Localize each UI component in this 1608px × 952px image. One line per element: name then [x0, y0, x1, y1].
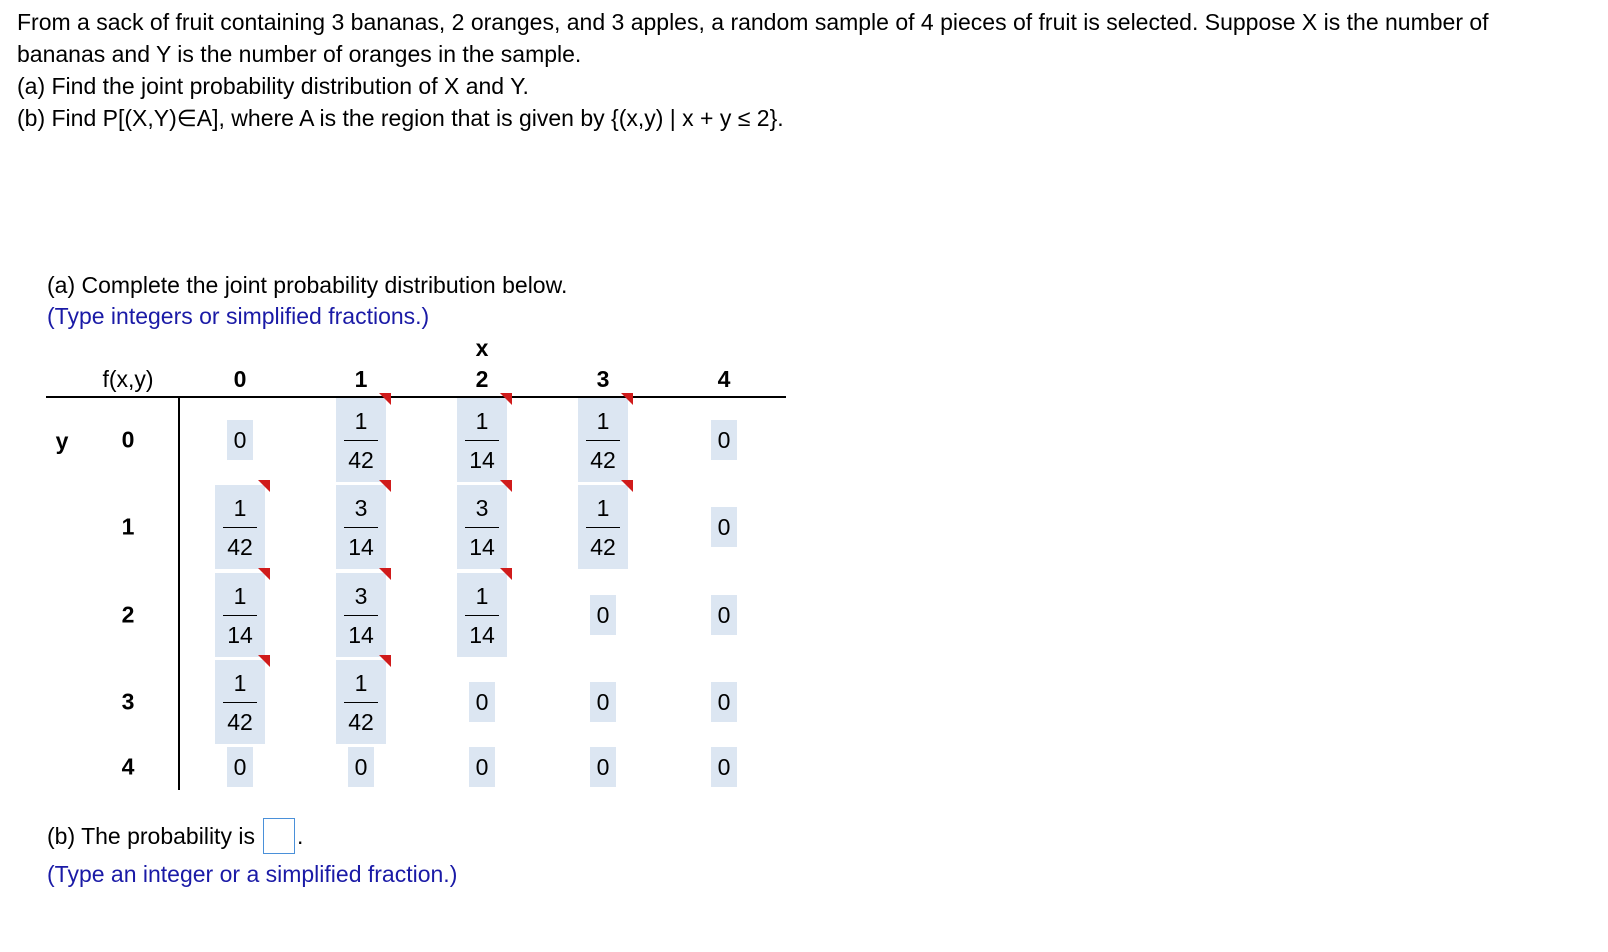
fraction-bar: [465, 527, 499, 528]
fraction-denominator: 42: [227, 533, 253, 560]
fraction-numerator: 1: [354, 407, 368, 434]
cell-value: 0: [475, 688, 489, 715]
part-a-hint: (Type integers or simplified fractions.): [47, 303, 430, 329]
table-cell: [336, 485, 386, 569]
integer-answer-field[interactable]: [227, 420, 253, 460]
table-cell: [578, 485, 628, 569]
fraction-numerator: 1: [475, 407, 489, 434]
fraction-denominator: 14: [227, 621, 253, 648]
table-cell: [590, 682, 616, 722]
fxy-label: f(x,y): [102, 366, 154, 392]
question-statement: From a sack of fruit containing 3 bananas, 2 oranges, and 3 apples, a random sample of 4 pieces of fruit is selected. Suppose X is the number of bananas and Y is the number of oranges in the sample.: [17, 9, 1489, 67]
fraction-numerator: 1: [233, 494, 247, 521]
y-value-header: 3: [121, 688, 135, 715]
fraction-numerator: 1: [596, 494, 610, 521]
answer-flag-icon: [379, 480, 391, 492]
table-cell: [215, 573, 265, 657]
table-cell: [215, 660, 265, 744]
table-cell: [469, 747, 495, 787]
fraction-numerator: 3: [475, 494, 489, 521]
answer-flag-icon: [621, 480, 633, 492]
table-cell: [711, 595, 737, 635]
integer-answer-field[interactable]: [711, 507, 737, 547]
fraction-denominator: 42: [348, 708, 374, 735]
x-value-header: 0: [233, 366, 247, 392]
table-cell: [227, 747, 253, 787]
x-axis-label: x: [475, 335, 489, 361]
table-cell: [227, 420, 253, 460]
table-cell: [711, 682, 737, 722]
fraction-answer-field[interactable]: [457, 573, 507, 657]
fraction-answer-field[interactable]: [336, 573, 386, 657]
integer-answer-field[interactable]: [711, 682, 737, 722]
integer-answer-field[interactable]: [590, 747, 616, 787]
answer-flag-icon: [258, 568, 270, 580]
x-value-header: 3: [596, 366, 610, 392]
fraction-bar: [344, 615, 378, 616]
integer-answer-field[interactable]: [590, 595, 616, 635]
cell-value: 0: [717, 601, 731, 628]
fraction-bar: [465, 440, 499, 441]
cell-value: 0: [717, 688, 731, 715]
answer-flag-icon: [258, 480, 270, 492]
cell-value: 0: [354, 753, 368, 780]
x-value-header: 2: [475, 366, 489, 392]
y-axis-label: y: [55, 428, 69, 454]
integer-answer-field[interactable]: [469, 682, 495, 722]
answer-flag-icon: [500, 568, 512, 580]
fraction-bar: [223, 615, 257, 616]
fraction-numerator: 3: [354, 582, 368, 609]
y-value-header: 1: [121, 513, 135, 540]
fraction-bar: [223, 702, 257, 703]
fraction-denominator: 14: [469, 533, 495, 560]
fraction-numerator: 1: [354, 669, 368, 696]
cell-value: 0: [717, 753, 731, 780]
cell-value: 0: [717, 426, 731, 453]
question-part-b: (b) Find P[(X,Y)∈A], where A is the region that is given by {(x,y) | x + y ≤ 2}.: [17, 105, 784, 131]
answer-flag-icon: [621, 393, 633, 405]
cell-value: 0: [596, 688, 610, 715]
fraction-bar: [586, 527, 620, 528]
x-value-header: 4: [717, 366, 731, 392]
part-b-period: .: [296, 823, 304, 849]
answer-flag-icon: [500, 480, 512, 492]
fraction-answer-field[interactable]: [336, 485, 386, 569]
fraction-answer-field[interactable]: [336, 398, 386, 482]
row-header-divider: [178, 397, 180, 790]
table-cell: [457, 573, 507, 657]
answer-flag-icon: [379, 393, 391, 405]
table-cell: [348, 747, 374, 787]
cell-value: 0: [596, 753, 610, 780]
fraction-answer-field[interactable]: [336, 660, 386, 744]
fraction-numerator: 1: [475, 582, 489, 609]
fraction-bar: [344, 702, 378, 703]
table-cell: [711, 420, 737, 460]
answer-flag-icon: [379, 655, 391, 667]
x-value-header: 1: [354, 366, 368, 392]
header-divider: [46, 396, 786, 398]
fraction-numerator: 1: [233, 582, 247, 609]
fraction-answer-field[interactable]: [578, 485, 628, 569]
fraction-denominator: 14: [469, 446, 495, 473]
fraction-numerator: 1: [596, 407, 610, 434]
fraction-denominator: 42: [348, 446, 374, 473]
fraction-denominator: 42: [227, 708, 253, 735]
table-cell: [457, 398, 507, 482]
part-b-section: [47, 817, 457, 893]
fraction-bar: [465, 615, 499, 616]
table-cell: [469, 682, 495, 722]
integer-answer-field[interactable]: [348, 747, 374, 787]
part-b-prompt: (b) The probability is: [47, 823, 255, 849]
fraction-answer-field[interactable]: [457, 485, 507, 569]
fraction-denominator: 14: [469, 621, 495, 648]
fraction-denominator: 42: [590, 533, 616, 560]
table-cell: [336, 398, 386, 482]
integer-answer-field[interactable]: [711, 747, 737, 787]
fraction-denominator: 14: [348, 621, 374, 648]
fraction-bar: [344, 527, 378, 528]
question-text: [17, 6, 1577, 134]
integer-answer-field[interactable]: [590, 682, 616, 722]
table-cell: [711, 747, 737, 787]
fraction-denominator: 14: [348, 533, 374, 560]
y-value-header: 0: [121, 426, 135, 453]
integer-answer-field[interactable]: [711, 595, 737, 635]
cell-value: 0: [233, 426, 247, 453]
part-b-hint: (Type an integer or a simplified fraction.): [47, 861, 458, 887]
answer-flag-icon: [379, 568, 391, 580]
table-cell: [711, 507, 737, 547]
integer-answer-field[interactable]: [711, 420, 737, 460]
answer-flag-icon: [258, 655, 270, 667]
fraction-answer-field[interactable]: [578, 398, 628, 482]
fraction-numerator: 3: [354, 494, 368, 521]
fraction-numerator: 1: [233, 669, 247, 696]
y-value-header: 4: [121, 753, 135, 780]
part-a-instructions: [47, 270, 567, 332]
table-cell: [336, 573, 386, 657]
cell-value: 0: [475, 753, 489, 780]
cell-value: 0: [596, 601, 610, 628]
fraction-denominator: 42: [590, 446, 616, 473]
table-cell: [215, 485, 265, 569]
table-cell: [578, 398, 628, 482]
table-cell: [590, 595, 616, 635]
integer-answer-field[interactable]: [227, 747, 253, 787]
question-part-a: (a) Find the joint probability distribution of X and Y.: [17, 73, 529, 99]
cell-value: 0: [233, 753, 247, 780]
table-cell: [457, 485, 507, 569]
table-cell: [336, 660, 386, 744]
table-cell: [590, 747, 616, 787]
fraction-bar: [223, 527, 257, 528]
cell-value: 0: [717, 513, 731, 540]
fraction-answer-field[interactable]: [457, 398, 507, 482]
fraction-answer-field[interactable]: [215, 485, 265, 569]
answer-flag-icon: [500, 393, 512, 405]
fraction-answer-field[interactable]: [215, 660, 265, 744]
probability-answer-input[interactable]: [263, 818, 295, 854]
fraction-answer-field[interactable]: [215, 573, 265, 657]
integer-answer-field[interactable]: [469, 747, 495, 787]
y-value-header: 2: [121, 601, 135, 628]
fraction-bar: [344, 440, 378, 441]
part-a-title: (a) Complete the joint probability distribution below.: [47, 272, 568, 298]
fraction-bar: [586, 440, 620, 441]
